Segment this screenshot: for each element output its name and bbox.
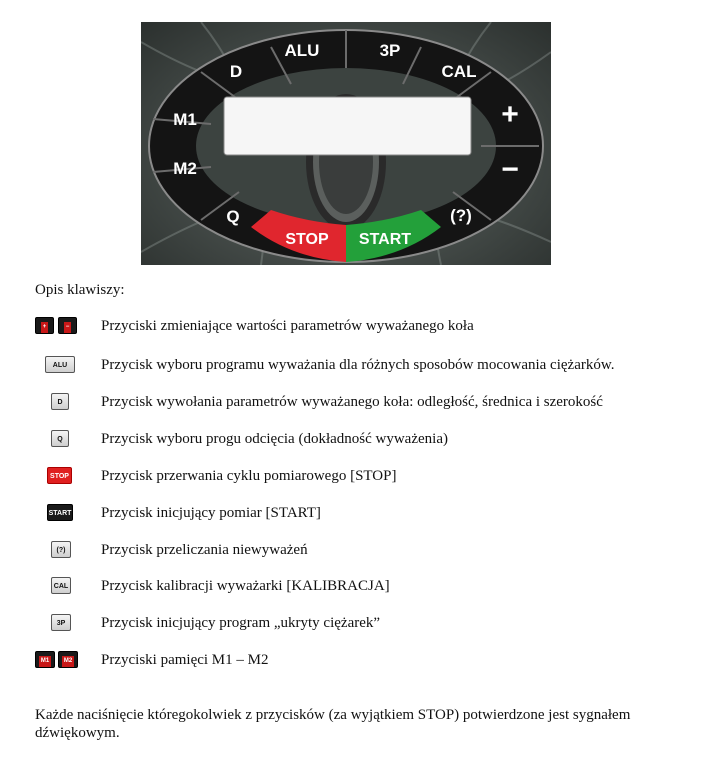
cal-key-icon: CAL: [51, 577, 71, 594]
d-key[interactable]: D: [229, 62, 243, 81]
legend-row-start: [35, 502, 695, 524]
legend-row-plus-minus: [35, 315, 695, 337]
stop-key-icon: STOP: [47, 467, 72, 484]
legend-text: Przycisk inicjujący program „ukryty ciężarek”: [101, 615, 381, 631]
minus-key-icon: −: [58, 317, 77, 334]
alu-key[interactable]: ALU: [284, 41, 320, 60]
legend-row-3p: [35, 612, 695, 634]
recalc-key[interactable]: (?): [450, 206, 472, 225]
legend-row-d: [35, 391, 695, 413]
legend-row-alu: [35, 354, 695, 376]
q-key[interactable]: Q: [226, 207, 240, 226]
section-title: Opis klawiszy:: [35, 282, 125, 298]
control-panel-graphic: [141, 22, 551, 265]
legend-text: Przyciski pamięci M1 – M2: [101, 652, 269, 668]
cal-key[interactable]: CAL: [441, 62, 477, 81]
legend-text: Przycisk inicjujący pomiar [START]: [101, 505, 321, 521]
legend-text: Przycisk wyboru progu odcięcia (dokładność wyważenia): [101, 431, 448, 447]
d-key-icon: D: [51, 393, 69, 410]
legend-text: Przycisk przeliczania niewyważeń: [101, 542, 308, 558]
3p-key[interactable]: 3P: [379, 41, 401, 60]
legend-row-q: [35, 428, 695, 450]
legend-text: Przycisk wywołania parametrów wyważanego koła: odległość, średnica i szerokość: [101, 394, 603, 410]
footer-note: Każde naciśnięcie któregokolwiek z przycisków (za wyjątkiem STOP) potwierdzone jest sygnałem dźwiękowym.: [35, 707, 631, 741]
alu-key-icon: ALU: [45, 356, 75, 373]
legend-row-memory: [35, 649, 695, 671]
stop-key-label[interactable]: STOP: [285, 231, 329, 248]
display-screen: [224, 97, 471, 155]
minus-key[interactable]: −: [501, 153, 519, 186]
legend-text: Przycisk wyboru programu wyważania dla różnych sposobów mocowania ciężarków.: [101, 357, 615, 373]
legend-text: Przycisk kalibracji wyważarki [KALIBRACJA]: [101, 578, 390, 594]
legend-row-stop: [35, 465, 695, 487]
recalc-key-icon: (?): [51, 541, 71, 558]
start-key-icon: START: [47, 504, 73, 521]
plus-key[interactable]: +: [501, 98, 519, 131]
legend-row-cal: [35, 575, 695, 597]
legend-row-recalc: [35, 539, 695, 561]
m2-key-icon: M2: [58, 651, 78, 668]
m1-key[interactable]: M1: [173, 110, 197, 129]
q-key-icon: Q: [51, 430, 69, 447]
start-key-label[interactable]: START: [358, 231, 412, 248]
m1-key-icon: M1: [35, 651, 55, 668]
legend-text: Przyciski zmieniające wartości parametrów wyważanego koła: [101, 318, 474, 334]
control-panel-image: [141, 22, 551, 265]
m2-key[interactable]: M2: [173, 159, 197, 178]
plus-key-icon: +: [35, 317, 54, 334]
legend-text: Przycisk przerwania cyklu pomiarowego [STOP]: [101, 468, 397, 484]
3p-key-icon: 3P: [51, 614, 71, 631]
